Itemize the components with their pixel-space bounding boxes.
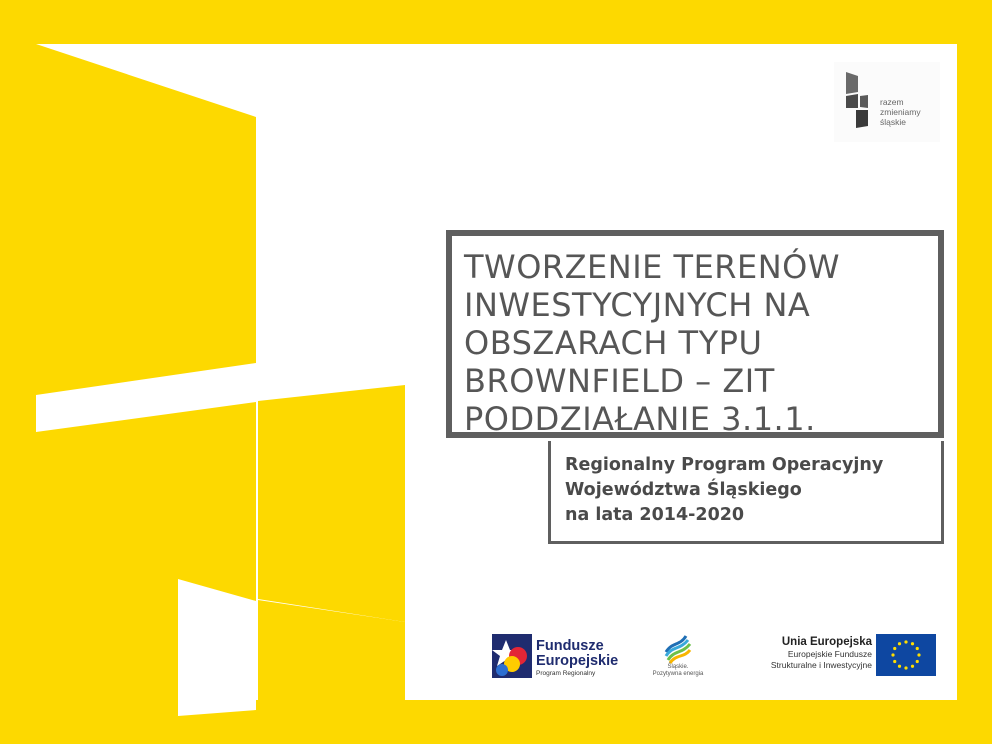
title-box xyxy=(446,230,944,438)
eu-star xyxy=(904,666,907,669)
subtitle-box xyxy=(548,441,944,544)
title-line-4: BROWNFIELD – ZIT xyxy=(464,362,775,400)
slaskie-line-2: Pozytywna energia xyxy=(652,671,704,677)
eu-star xyxy=(898,665,901,668)
title-line-5: PODDZIAŁANIE 3.1.1. xyxy=(464,400,816,438)
fundusze-line-2: Europejskie xyxy=(536,653,619,669)
eu-line-1: Unia Europejska xyxy=(781,636,872,648)
fundusze-text xyxy=(536,639,618,678)
yellow-shape-middle xyxy=(258,385,405,622)
brand-line-1: razem xyxy=(880,97,904,107)
eu-star xyxy=(911,642,914,645)
brand-line-2: zmieniamy xyxy=(880,107,921,117)
slaskie-text xyxy=(652,664,704,678)
eu-star xyxy=(916,660,919,663)
title-line-1: TWORZENIE TERENÓW xyxy=(464,248,840,286)
eu-star xyxy=(904,640,907,643)
subtitle-line-1: Regionalny Program Operacyjny xyxy=(565,455,884,475)
eu-star xyxy=(911,665,914,668)
eu-line-2: Europejskie Fundusze xyxy=(787,649,872,659)
brand-text xyxy=(880,97,921,127)
yellow-shape-bottom xyxy=(258,600,405,744)
eu-text xyxy=(730,635,872,670)
fundusze-line-1: Fundusze xyxy=(536,638,604,654)
eu-line-3: Strukturalne i Inwestycyjne xyxy=(770,659,872,670)
white-notch xyxy=(178,579,256,716)
subtitle-line-2: Województwa Śląskiego xyxy=(565,480,802,500)
eu-star xyxy=(891,653,894,656)
fundusze-line-3: Program Regionalny xyxy=(536,670,596,677)
eu-star xyxy=(898,642,901,645)
slaskie-line-1: Śląskie. xyxy=(667,664,689,670)
title-line-3: OBSZARACH TYPU xyxy=(464,324,763,362)
eu-flag-icon xyxy=(876,634,936,676)
eu-star xyxy=(917,653,920,656)
subtitle-line-3: na lata 2014-2020 xyxy=(565,505,745,525)
title-line-2: INWESTYCYJNYCH NA xyxy=(464,286,811,324)
eu-star xyxy=(893,660,896,663)
eu-star xyxy=(893,647,896,650)
eu-star xyxy=(916,647,919,650)
brand-line-3: śląskie xyxy=(880,117,906,127)
